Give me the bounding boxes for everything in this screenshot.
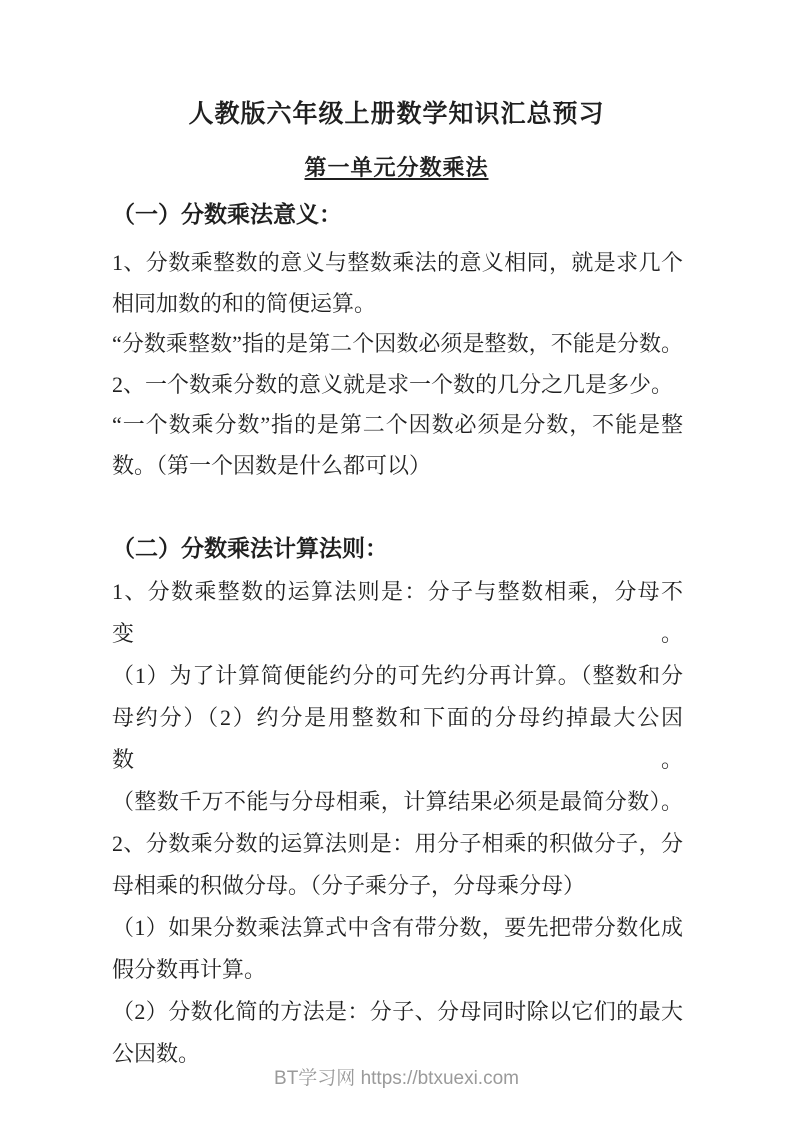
text-line: 1、分数乘整数的意义与整数乘法的意义相同，就是求几个 [112, 250, 683, 275]
text-line: 数。（第一个因数是什么都可以） [112, 452, 432, 478]
text-line: （1）为了计算简便能约分的可先约分再计算。（整数和分 [112, 663, 683, 688]
text-line: 2、分数乘分数的运算法则是：用分子相乘的积做分子，分 [112, 831, 683, 856]
site-watermark: BT学习网 https://btxuexi.com [274, 1068, 519, 1089]
text-line: 假分数再计算。 [112, 957, 267, 982]
text-line: “分数乘整数”指的是第二个因数必须是整数，不能是分数。 [112, 331, 683, 356]
text-line: 1、分数乘整数的运算法则是：分子与整数相乘，分母不变。 [112, 579, 683, 646]
section-2-body [112, 571, 683, 1075]
text-line: 2、一个数乘分数的意义就是求一个数的几分之几是多少。 [112, 371, 674, 397]
text-line: 公因数。 [112, 1041, 201, 1066]
text-line: 相同加数的和的简便运算。 [112, 290, 377, 316]
section-1-body [112, 243, 683, 486]
text-line: （2）分数化简的方法是：分子、分母同时除以它们的最大 [112, 999, 683, 1024]
text-line: 母相乘的积做分母。（分子乘分子，分母乘分母） [112, 873, 586, 898]
text-line: 母约分）（2）约分是用整数和下面的分母约掉最大公因数。 [112, 705, 683, 772]
section-2-heading: （二）分数乘法计算法则： [112, 536, 388, 561]
section-1-heading: （一）分数乘法意义： [112, 202, 342, 227]
text-line: （整数千万不能与分母相乘，计算结果必须是最简分数）。 [112, 789, 683, 814]
text-line: “一个数乘分数”指的是第二个因数必须是分数，不能是整 [112, 412, 683, 437]
unit-title [0, 153, 793, 183]
unit-title-text: 第一单元分数乘法 [304, 155, 489, 180]
text-line: （1）如果分数乘法算式中含有带分数，要先把带分数化成 [112, 915, 683, 940]
document-title: 人教版六年级上册数学知识汇总预习 [188, 101, 605, 128]
